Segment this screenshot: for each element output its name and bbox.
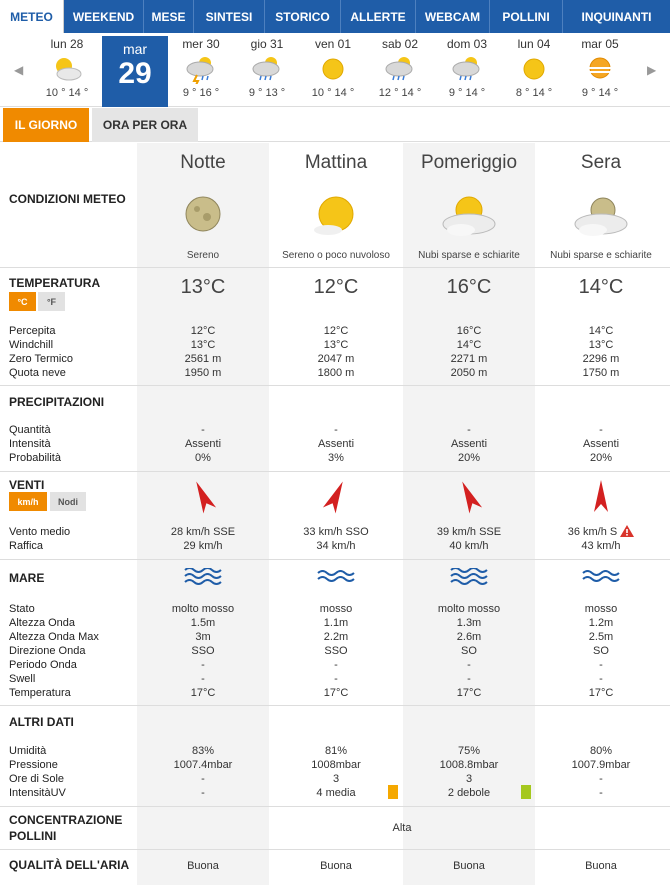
nav-inquinanti[interactable]: INQUINANTI (581, 9, 652, 24)
precip-cell: Assenti (450, 438, 488, 450)
sea-cell: mosso (319, 603, 353, 615)
conditions-title: CONDIZIONI METEO (9, 192, 126, 206)
pollen-title: CONCENTRAZIONE POLLINI (9, 813, 123, 843)
thunderstorm-icon (168, 51, 234, 87)
day-name: sab 02 (381, 37, 419, 51)
temp-main: 14°C (578, 276, 624, 298)
sun-icon (300, 51, 366, 87)
day-mer-30[interactable] (168, 33, 234, 107)
warning-icon[interactable] (620, 525, 634, 537)
sun-cloud-icon (403, 192, 535, 240)
sea-cell: 2.2m (323, 631, 349, 643)
nav-storico[interactable]: STORICO (265, 0, 341, 33)
day-lun-04[interactable] (501, 33, 567, 107)
unit-kmh-toggle[interactable]: km/h (9, 492, 47, 511)
other-data-cell: 4 media (316, 787, 356, 799)
temp-main: 13°C (180, 276, 226, 298)
nav-sintesi[interactable]: SINTESI (194, 0, 265, 33)
day-dom-03[interactable] (434, 33, 500, 107)
day-mar-05[interactable] (567, 33, 633, 107)
other-data-cell: 80% (589, 745, 613, 757)
sun-haze-icon (567, 51, 633, 87)
row-label-zero-termico: Zero Termico (9, 353, 73, 365)
day-temp: 10 ° 14 ° (311, 87, 355, 99)
temp-cell: 2296 m (582, 353, 620, 365)
temp-cell: 12°C (190, 325, 216, 337)
wind-cell: 43 km/h (581, 540, 621, 552)
sea-cell: - (599, 659, 603, 671)
period-sera: Sera (580, 152, 622, 173)
sea-cell: SO (461, 645, 477, 657)
wind-cell: 34 km/h (316, 540, 356, 552)
sea-cell: - (201, 673, 205, 685)
row-label-swell: Swell (9, 673, 36, 685)
day-name: mer 30 (182, 37, 220, 51)
sun-cloud-icon (34, 51, 100, 87)
other-data-cell: - (599, 787, 603, 799)
row-label-altezza-onda: Altezza Onda (9, 617, 76, 629)
sea-cell: mosso (584, 603, 618, 615)
row-label-pressione: Pressione (9, 759, 58, 771)
other-data-cell: - (201, 787, 205, 799)
day-gio-31[interactable] (234, 33, 300, 107)
sun-icon (270, 192, 402, 240)
day-temp: 9 ° 13 ° (248, 87, 286, 99)
day-number: 29 (118, 57, 152, 90)
condition-label: Sereno (186, 250, 220, 261)
row-label-intensita: Intensità (9, 438, 51, 450)
day-sab-02[interactable] (367, 33, 433, 107)
row-label-direzione-onda: Direzione Onda (9, 645, 86, 657)
sea-cell: - (201, 659, 205, 671)
temp-cell: 1750 m (582, 367, 620, 379)
precip-cell: - (334, 424, 338, 436)
temperature-title: TEMPERATURA (9, 276, 101, 290)
other-data-cell: 1007.9mbar (571, 759, 631, 771)
day-name: mar (122, 41, 148, 57)
sea-cell: SSO (191, 645, 215, 657)
uv-level-indicator (521, 785, 531, 799)
day-name: mar 05 (581, 37, 619, 51)
precipitation-title: PRECIPITAZIONI (9, 395, 105, 409)
next-arrow-icon[interactable]: ▶ (647, 63, 657, 77)
condition-label: Nubi sparse e schiarite (418, 250, 520, 261)
row-label-intensita-uv: IntensitàUV (9, 787, 66, 799)
period-pomeriggio: Pomeriggio (420, 152, 518, 173)
main-nav (0, 0, 670, 33)
wind-speed-text: 36 km/h S (567, 526, 618, 538)
nav-allerte[interactable]: ALLERTE (341, 0, 416, 33)
air-quality-cell: Buona (187, 860, 219, 872)
day-temp: 9 ° 16 ° (182, 87, 220, 99)
row-label-windchill: Windchill (9, 339, 54, 351)
precip-cell: - (467, 424, 471, 436)
row-label-altezza-onda-max: Altezza Onda Max (9, 631, 99, 643)
other-data-cell: 3 (465, 773, 473, 785)
wind-cell: 28 km/h SSE (170, 526, 236, 538)
air-quality-cell: Buona (320, 860, 352, 872)
precip-cell: 20% (589, 452, 613, 464)
moon-icon (137, 194, 269, 234)
temp-cell: 12°C (323, 325, 349, 337)
temp-cell: 13°C (588, 339, 614, 351)
temp-main: 16°C (446, 276, 492, 298)
condition-label: Nubi sparse e schiarite (550, 250, 652, 261)
temp-cell: 1950 m (184, 367, 222, 379)
precip-cell: Assenti (582, 438, 620, 450)
sea-cell: 2.6m (456, 631, 482, 643)
other-data-cell: 1008mbar (311, 759, 361, 771)
sea-cell: 17°C (190, 687, 216, 699)
sea-cell: 2.5m (588, 631, 614, 643)
rain-cloud-icon (234, 51, 300, 87)
precip-cell: Assenti (317, 438, 355, 450)
sea-cell: SO (593, 645, 609, 657)
other-data-cell: - (599, 773, 603, 785)
day-temp: 12 ° 14 ° (378, 87, 422, 99)
wind-cell: 40 km/h (449, 540, 489, 552)
precip-cell: - (201, 424, 205, 436)
day-ven-01[interactable] (300, 33, 366, 107)
day-strip (0, 33, 670, 107)
prev-arrow-icon[interactable]: ◀ (14, 63, 24, 77)
sea-cell: 1.3m (456, 617, 482, 629)
row-label-umidita: Umidità (9, 745, 47, 757)
day-lun-28[interactable] (34, 33, 100, 107)
day-temp: 9 ° 14 ° (448, 87, 486, 99)
other-data-cell: 75% (457, 745, 481, 757)
wind-cell: 29 km/h (183, 540, 223, 552)
air-quality-cell: Buona (453, 860, 485, 872)
day-temp: 10 ° 14 ° (45, 87, 89, 99)
temp-cell: 16°C (456, 325, 482, 337)
air-quality-cell: Buona (585, 860, 617, 872)
waves-icon (403, 568, 535, 588)
nav-webcam[interactable]: WEBCAM (416, 0, 490, 33)
other-data-cell: - (201, 773, 205, 785)
temp-cell: 14°C (588, 325, 614, 337)
sea-cell: - (467, 659, 471, 671)
day-mar-29-selected[interactable] (102, 36, 168, 107)
row-label-periodo-onda: Periodo Onda (9, 659, 77, 671)
sea-cell: 17°C (456, 687, 482, 699)
day-name: lun 28 (50, 37, 84, 51)
row-label-quantita: Quantità (9, 424, 51, 436)
row-label-percepita: Percepita (9, 325, 56, 337)
other-data-cell: 1007.4mbar (173, 759, 233, 771)
temp-cell: 13°C (190, 339, 216, 351)
tab-il-giorno[interactable]: IL GIORNO (3, 108, 89, 142)
row-label-raffica: Raffica (9, 540, 44, 552)
day-name: gio 31 (250, 37, 284, 51)
wind-cell: 39 km/h SSE (436, 526, 502, 538)
wind-title: VENTI (9, 478, 45, 492)
day-name: ven 01 (314, 37, 352, 51)
wind-arrow-icon (137, 478, 269, 514)
temp-cell: 2050 m (450, 367, 488, 379)
row-label-ore-di-sole: Ore di Sole (9, 773, 65, 785)
temp-cell: 2561 m (184, 353, 222, 365)
condition-label: Sereno o poco nuvoloso (282, 250, 390, 261)
row-label-temperatura-mare: Temperatura (9, 687, 71, 699)
sea-cell: 17°C (323, 687, 349, 699)
row-label-stato: Stato (9, 603, 35, 615)
sun-icon (501, 51, 567, 87)
other-data-cell: 81% (324, 745, 348, 757)
waves-icon (137, 568, 269, 588)
other-data-cell: 83% (191, 745, 215, 757)
day-temp: 8 ° 14 ° (515, 87, 553, 99)
sea-cell: molto mosso (437, 603, 501, 615)
row-label-quota-neve: Quota neve (9, 367, 66, 379)
precip-cell: Assenti (184, 438, 222, 450)
precip-cell: 20% (457, 452, 481, 464)
sea-cell: molto mosso (171, 603, 235, 615)
unit-celsius-toggle[interactable]: °C (9, 292, 36, 311)
temp-main: 12°C (313, 276, 359, 298)
pollen-value: Alta (392, 822, 412, 834)
day-name: lun 04 (517, 37, 551, 51)
temp-cell: 14°C (456, 339, 482, 351)
temp-cell: 2047 m (317, 353, 355, 365)
sea-cell: - (599, 673, 603, 685)
temp-cell: 1800 m (317, 367, 355, 379)
view-tabs (0, 108, 670, 142)
sea-cell: 17°C (588, 687, 614, 699)
day-temp: 9 ° 14 ° (581, 87, 619, 99)
other-data-cell: 2 debole (447, 787, 491, 799)
sea-cell: SSO (324, 645, 348, 657)
nav-weekend[interactable]: WEEKEND (64, 0, 144, 33)
temp-cell: 2271 m (450, 353, 488, 365)
wind-arrow-icon (535, 478, 667, 514)
sea-cell: 1.5m (190, 617, 216, 629)
unit-knots-toggle[interactable]: Nodi (50, 492, 86, 511)
wind-cell: 33 km/h SSO (303, 526, 369, 538)
sea-cell: - (334, 659, 338, 671)
sea-title: MARE (9, 571, 45, 585)
other-data-cell: 1008.8mbar (439, 759, 499, 771)
rain-cloud-icon (434, 51, 500, 87)
precip-cell: 0% (195, 452, 211, 464)
uv-level-indicator (388, 785, 398, 799)
period-notte: Notte (180, 152, 226, 173)
sea-cell: 1.1m (323, 617, 349, 629)
air-quality-title: QUALITÀ DELL'ARIA (9, 858, 130, 872)
sea-cell: 1.2m (588, 617, 614, 629)
nav-mese[interactable]: MESE (144, 0, 194, 33)
waves-icon (535, 568, 667, 588)
other-data-cell: 3 (332, 773, 340, 785)
sea-cell: - (334, 673, 338, 685)
period-mattina: Mattina (304, 152, 368, 173)
precip-cell: 3% (328, 452, 344, 464)
rain-cloud-icon (367, 51, 433, 87)
sea-cell: 3m (195, 631, 211, 643)
wind-arrow-icon (403, 478, 535, 514)
precip-cell: - (599, 424, 603, 436)
nav-pollini[interactable]: POLLINI (490, 0, 563, 33)
tab-ora-per-ora[interactable]: ORA PER ORA (92, 108, 198, 142)
row-label-vento-medio: Vento medio (9, 526, 71, 538)
sea-cell: - (467, 673, 471, 685)
day-name: dom 03 (446, 37, 488, 51)
temp-cell: 13°C (323, 339, 349, 351)
nav-meteo[interactable]: METEO (0, 0, 64, 33)
wind-arrow-icon (270, 478, 402, 514)
other-data-title: ALTRI DATI (9, 715, 74, 729)
unit-fahrenheit-toggle[interactable]: °F (38, 292, 65, 311)
wind-cell-with-warning (535, 525, 667, 539)
row-label-probabilita: Probabilità (9, 452, 61, 464)
moon-cloud-icon (535, 192, 667, 240)
waves-icon (270, 568, 402, 588)
